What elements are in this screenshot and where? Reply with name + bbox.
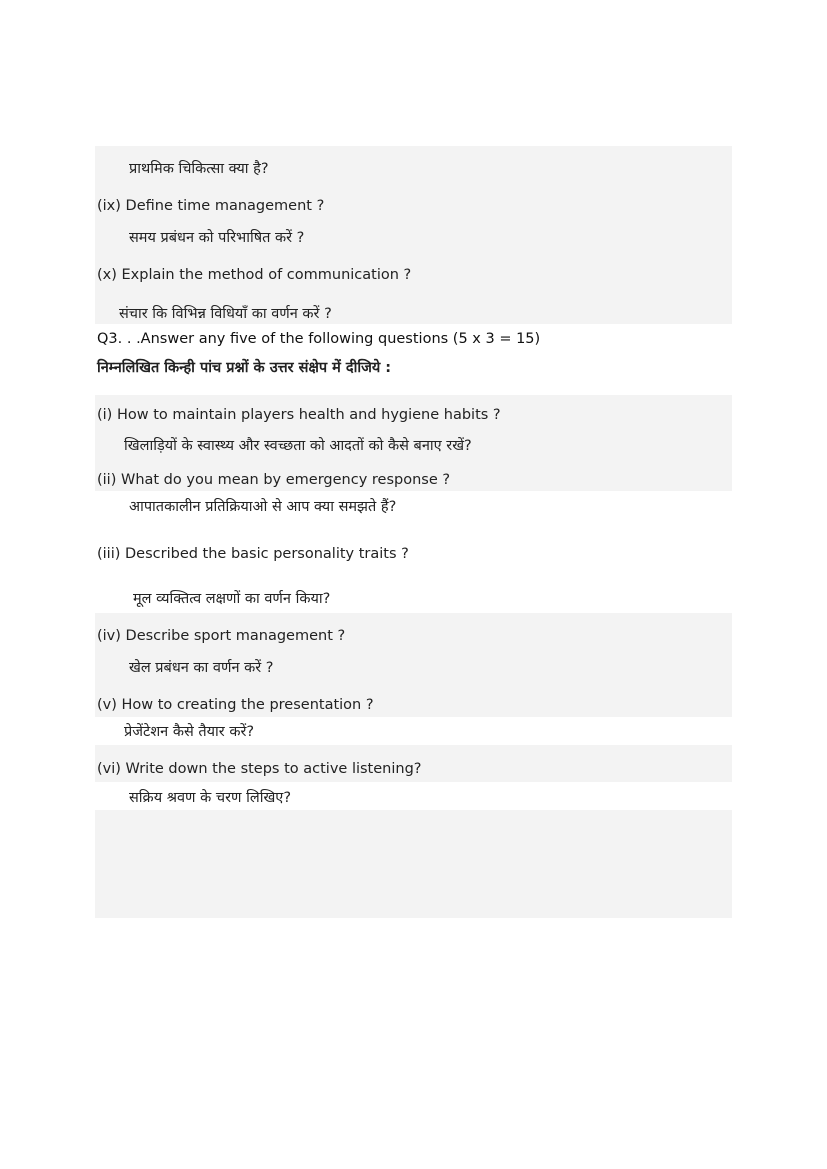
question-vi: (vi) Write down the steps to active listening? xyxy=(97,761,422,777)
question-v-hindi: प्रेजेंटेशन कैसे तैयार करें? xyxy=(124,724,255,740)
question-vi-hindi: सक्रिय श्रवण के चरण लिखिए? xyxy=(129,790,292,806)
question-i-hindi: खिलाड़ियों के स्वास्थ्य और स्वच्छता को आदतों को कैसे बनाए रखें? xyxy=(124,438,472,454)
q3-heading: Q3. . .Answer any five of the following questions (5 x 3 = 15) xyxy=(97,331,541,347)
question-x: (x) Explain the method of communication ? xyxy=(97,267,412,283)
question-x-hindi: संचार कि विभिन्न विधियाँ का वर्णन करें ? xyxy=(119,306,332,322)
question-v: (v) How to creating the presentation ? xyxy=(97,697,374,713)
question-i: (i) How to maintain players health and hygiene habits ? xyxy=(97,407,501,423)
question-iv: (iv) Describe sport management ? xyxy=(97,628,346,644)
question-viii-hindi: प्राथमिक चिकित्सा क्या है? xyxy=(129,161,269,177)
question-ix: (ix) Define time management ? xyxy=(97,198,325,214)
section-band-5 xyxy=(95,810,732,918)
question-ii-hindi: आपातकालीन प्रतिक्रियाओ से आप क्या समझते हैं? xyxy=(129,499,397,515)
question-iii: (iii) Described the basic personality traits ? xyxy=(97,546,409,562)
question-ii: (ii) What do you mean by emergency response ? xyxy=(97,472,451,488)
q3-heading-hindi: निम्नलिखित किन्ही पांच प्रश्नों के उत्तर संक्षेप में दीजिये : xyxy=(97,360,392,376)
question-iii-hindi: मूल व्यक्तित्व लक्षणों का वर्णन किया? xyxy=(133,591,331,607)
question-iv-hindi: खेल प्रबंधन का वर्णन करें ? xyxy=(129,660,274,676)
question-ix-hindi: समय प्रबंधन को परिभाषित करें ? xyxy=(129,230,305,246)
